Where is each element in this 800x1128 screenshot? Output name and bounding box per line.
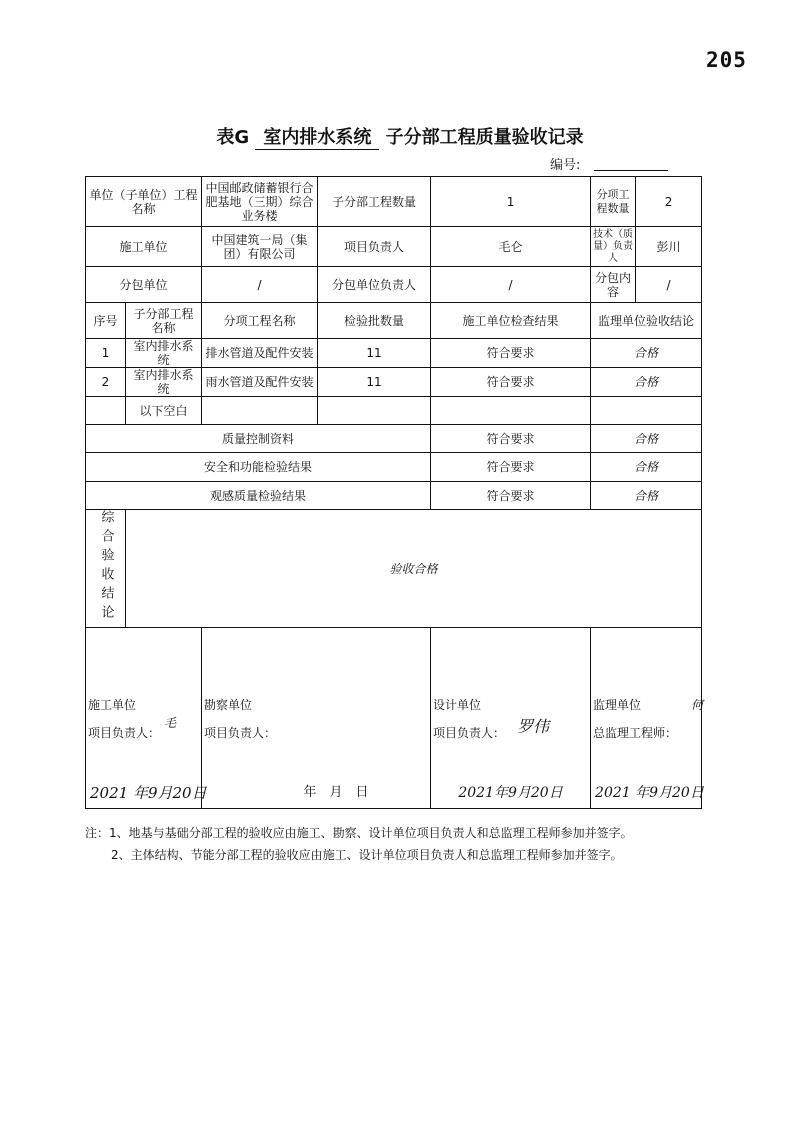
sub-label: 分包单位: [86, 267, 202, 303]
sign-role: 项目负责人：: [204, 726, 277, 740]
pm-value: 毛仑: [431, 227, 591, 267]
sub-lead-value: /: [431, 267, 591, 303]
conclusion-label-cell: [86, 510, 126, 628]
page-number: 205: [706, 48, 747, 72]
col-check: 施工单位检查结果: [431, 303, 591, 339]
table-row: [86, 339, 702, 368]
sign-handwriting: 何: [691, 698, 704, 712]
row-check: 符合要求: [431, 368, 591, 397]
summary-label: 观感质量检验结果: [86, 482, 431, 510]
col-conclusion: 监理单位验收结论: [591, 303, 702, 339]
row-subdiv: 室内排水系统: [126, 368, 202, 397]
signature-survey: [202, 628, 431, 809]
row-subdiv: 室内排水系统: [126, 339, 202, 368]
sign-role: 项目负责人：: [88, 726, 161, 740]
subdiv-count-value: 1: [431, 177, 591, 227]
blank-count: [318, 397, 431, 425]
note-1: 注：1、地基与基础分部工程的验收应由施工、勘察、设计单位项目负责人和总监理工程师参加并签字。: [85, 826, 633, 840]
serial-label: 编号:: [550, 158, 581, 173]
unit-label: 单位（子单位）工程名称: [86, 177, 202, 227]
row-conclusion-signature: 合格: [591, 339, 702, 368]
summary-label: 质量控制资料: [86, 425, 431, 453]
summary-conclusion-signature: 合格: [591, 453, 702, 482]
blank-row: [86, 397, 702, 425]
summary-row: [86, 453, 702, 482]
signature-design: [431, 628, 591, 809]
sign-handwriting: 毛: [164, 716, 177, 730]
title-subject: 室内排水系统: [255, 123, 379, 150]
row-no: 2: [86, 368, 126, 397]
contractor-value: 中国建筑一局（集团）有限公司: [202, 227, 318, 267]
summary-conclusion-signature: 合格: [591, 482, 702, 510]
signature-contractor: [86, 628, 207, 809]
row-conclusion-signature: 合格: [591, 368, 702, 397]
summary-row: [86, 425, 702, 453]
summary-conclusion-signature: 合格: [591, 425, 702, 453]
row-no: 1: [86, 339, 126, 368]
sub-value: /: [202, 267, 318, 303]
sub-lead-label: 分包单位负责人: [318, 267, 431, 303]
summary-row: [86, 482, 702, 510]
sign-unit: 监理单位: [593, 698, 642, 712]
sub-content-label: 分包内容: [591, 267, 636, 303]
serial-input-line[interactable]: [594, 170, 668, 171]
col-subdiv: 子分部工程名称: [126, 303, 202, 339]
blank-no: [86, 397, 126, 425]
unit-value: 中国邮政储蓄银行合肥基地（三期）综合业务楼: [202, 177, 318, 227]
conclusion-label: 综合验收结论: [98, 510, 114, 624]
sign-unit: 施工单位: [88, 698, 137, 712]
sign-role: 项目负责人：: [433, 726, 506, 740]
pm-label: 项目负责人: [318, 227, 431, 267]
conclusion-signature: 验收合格: [126, 510, 702, 628]
subdiv-count-label: 子分部工程数量: [318, 177, 431, 227]
row-item: 雨水管道及配件安装: [202, 368, 318, 397]
sign-role: 总监理工程师：: [593, 726, 678, 740]
blank-conclusion: [591, 397, 702, 425]
title-suffix: 子分部工程质量验收记录: [385, 127, 584, 148]
sign-date: 年 月 日: [303, 785, 369, 800]
col-count: 检验批数量: [318, 303, 431, 339]
signature-supervisor: [591, 628, 702, 809]
tech-label: 技术（质量）负责人: [591, 227, 636, 267]
col-item: 分项工程名称: [202, 303, 318, 339]
acceptance-table: [85, 176, 702, 809]
blank-label: 以下空白: [126, 397, 202, 425]
header-row-2: [86, 227, 702, 267]
sub-content-value: /: [636, 267, 702, 303]
row-count: 11: [318, 368, 431, 397]
header-row-1: [86, 177, 702, 227]
summary-label: 安全和功能检验结果: [86, 453, 431, 482]
sign-date: 2021年9月20日: [458, 785, 563, 801]
note-2: 2、主体结构、节能分部工程的验收应由施工、设计单位项目负责人和总监理工程师参加并签字。: [111, 848, 623, 862]
sign-handwriting: 罗伟: [517, 717, 550, 736]
header-row-3: [86, 267, 702, 303]
tech-value: 彭川: [636, 227, 702, 267]
blank-item: [202, 397, 318, 425]
row-check: 符合要求: [431, 339, 591, 368]
row-count: 11: [318, 339, 431, 368]
contractor-label: 施工单位: [86, 227, 202, 267]
row-item: 排水管道及配件安装: [202, 339, 318, 368]
summary-check: 符合要求: [431, 425, 591, 453]
table-row: [86, 368, 702, 397]
col-no: 序号: [86, 303, 126, 339]
conclusion-row: [86, 510, 702, 628]
item-count-label: 分项工程数量: [591, 177, 636, 227]
sign-date: 2021 年9月20日: [90, 784, 207, 802]
footnotes: [85, 822, 633, 866]
page-title: [0, 123, 800, 150]
signature-row: [86, 628, 702, 809]
item-count-value: 2: [636, 177, 702, 227]
summary-check: 符合要求: [431, 482, 591, 510]
blank-check: [431, 397, 591, 425]
title-prefix: 表G: [216, 127, 250, 148]
column-header-row: [86, 303, 702, 339]
sign-unit: 设计单位: [433, 698, 482, 712]
sign-unit: 勘察单位: [204, 698, 253, 712]
summary-check: 符合要求: [431, 453, 591, 482]
sign-date: 2021 年9月20日: [595, 785, 704, 801]
